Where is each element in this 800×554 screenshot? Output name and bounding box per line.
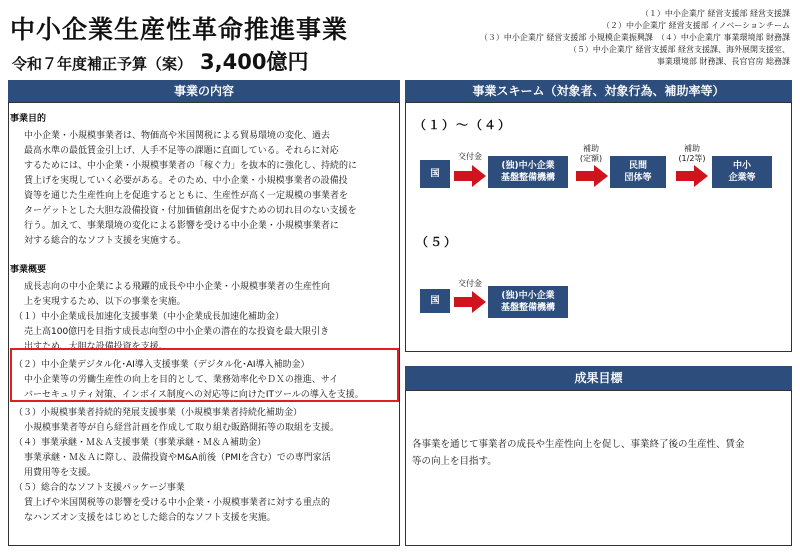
- flow-node-smrj: [488, 286, 568, 318]
- item-heading: （５）総合的なソフト支援パッケージ事業: [14, 483, 185, 493]
- flow-arrow-icon: [454, 291, 486, 313]
- department-list: [480, 8, 790, 68]
- goal-panel-header: 成果目標: [405, 366, 792, 390]
- overview-item-5: [10, 481, 396, 526]
- flow-node-private-line: 団体等: [624, 173, 652, 183]
- purpose-line: するためには、中小企業・小規模事業者の「稼ぐ力」を抜本的に強化し、持続的に: [24, 161, 358, 171]
- overview-item-1: [10, 310, 396, 355]
- department-line: （２）中小企業庁 経営支援部 イノベーションチーム: [602, 21, 790, 30]
- flow-arrow-icon: [576, 165, 608, 187]
- goal-text: [412, 436, 784, 470]
- flow-arrow-icon: [676, 165, 708, 187]
- goal-line: 各事業を通じて事業者の成長や生産性向上を促し、事業終了後の生産性、賃金: [412, 439, 745, 450]
- item-line: 出すため、大胆な設備投資を支援。: [24, 342, 168, 352]
- purpose-line: 賃上げを実現していく必要がある。そのため、中小企業・小規模事業者の設備投: [24, 176, 348, 186]
- flow-arrow-label: [672, 144, 712, 164]
- purpose-text: [10, 129, 396, 249]
- flow-arrow-label-line: (定額): [579, 154, 603, 163]
- scheme-label-5: （５）: [416, 235, 459, 249]
- item-heading: （４）事業承継・Ｍ＆Ａ支援事業（事業承継・Ｍ＆Ａ補助金）: [14, 438, 267, 448]
- flow-node-smrj-line: 基盤整備機構: [500, 173, 555, 183]
- item-line: なハンズオン支援をはじめとした総合的なソフト支援を実施。: [24, 513, 276, 523]
- item-line: 賃上げや米国関税等の影響を受ける中小企業・小規模事業者に対する重点的: [24, 498, 331, 508]
- purpose-line: ターゲットとした大胆な設備投資・付加価値創出を促すための切れ目のない支援を: [24, 206, 357, 216]
- flow-arrow-label-line: (1/2等): [678, 154, 706, 163]
- overview-line: 成長志向の中小企業による飛躍的成長や中小企業・小規模事業者の生産性向: [24, 282, 331, 292]
- department-line: （１）中小企業庁 経営支援部 経営支援課: [640, 9, 790, 18]
- department-line: 事業環境部 財務課、長官官房 総務課: [656, 57, 790, 66]
- flow-node-private-line: 民間: [628, 161, 647, 171]
- flow-arrow-label: [574, 144, 608, 164]
- flow-arrow-label-line: 補助: [583, 144, 599, 153]
- goal-line: 等の向上を目指す。: [412, 456, 497, 467]
- overview-heading: 事業概要: [10, 265, 47, 275]
- flow-node-country: 国: [420, 160, 450, 188]
- budget-amount: 3,400億円: [200, 50, 309, 74]
- item-heading: （３）小規模事業者持続的発展支援事業（小規模事業者持続化補助金）: [14, 408, 303, 418]
- scheme-panel: [405, 102, 792, 352]
- content-panel-header: 事業の内容: [8, 80, 400, 102]
- purpose-line: 資等を通じた生産性向上を促進するとともに、生産性が高く一定規模の事業者を: [24, 191, 349, 201]
- purpose-line: 最高水準の最低賃金引上げ、人手不足等の課題に直面している。それらに対応: [24, 146, 339, 156]
- flow-arrow-label-line: 補助: [684, 144, 700, 153]
- flow-node-private: [610, 156, 666, 188]
- flow-node-smrj: [488, 156, 568, 188]
- item-line: 中小企業等の労働生産性の向上を目的として、業務効率化やＤＸの推進、サイ: [24, 375, 339, 385]
- flow-node-smrj-line: (独)中小企業: [501, 161, 555, 171]
- purpose-line: 行う。加えて、事業環境の変化による影響を受ける中小企業・小規模事業者に: [24, 221, 339, 231]
- overview-item-3: [10, 406, 396, 436]
- budget-subtitle: [12, 46, 308, 76]
- page-title: 中小企業生産性革命推進事業: [10, 15, 349, 44]
- content-body: [10, 112, 396, 526]
- budget-label: 令和７年度補正予算（案）: [12, 55, 193, 73]
- item-heading: （１）中小企業成長加速化支援事業（中小企業成長加速化補助金）: [14, 312, 285, 322]
- item-line: バーセキュリティ対策、インボイス制度への対応等に向けたITツールの導入を支援。: [24, 390, 364, 400]
- overview-text: [10, 280, 396, 310]
- purpose-heading: 事業目的: [10, 114, 47, 124]
- item-line: 小規模事業者等が自ら経営計画を作成して取り組む販路開拓等の取組を支援。: [24, 423, 340, 433]
- flow-node-sme-line: 中小: [732, 161, 751, 171]
- department-line: （５）中小企業庁 経営支援部 経営支援課、海外展開支援室、: [568, 45, 790, 54]
- scheme-label-1-4: （１）～（４）: [414, 118, 513, 132]
- item-line: 売上高100億円を目指す成長志向型の中小企業の潜在的な投資を最大限引き: [24, 327, 330, 337]
- flow-arrow-icon: [454, 165, 486, 187]
- overview-item-2: [10, 358, 396, 403]
- item-line: 事業承継・Ｍ＆Ａに際し、設備投資やM&A前後（PMIを含む）での専門家活: [24, 453, 331, 463]
- purpose-line: 対する総合的なソフト支援を実施する。: [24, 236, 187, 246]
- overview-item-4: [10, 436, 396, 481]
- flow-node-sme: [712, 156, 772, 188]
- flow-arrow-label: 交付金: [458, 279, 482, 288]
- flow-node-sme-line: 企業等: [728, 173, 756, 183]
- department-line: （３）中小企業庁 経営支援部 小規模企業振興課 （４）中小企業庁 事業環境部 財務課: [479, 33, 790, 42]
- flow-node-smrj-line: 基盤整備機構: [500, 303, 555, 313]
- item-line: 用費用等を支援。: [24, 468, 97, 478]
- item-heading: （２）中小企業デジタル化･AI導入支援事業（デジタル化･AI導入補助金）: [14, 360, 310, 370]
- purpose-line: 中小企業・小規模事業者は、物価高や米国関税による貿易環境の変化、過去: [24, 131, 331, 141]
- flow-arrow-label: 交付金: [458, 152, 482, 161]
- flow-node-smrj-line: (独)中小企業: [501, 291, 555, 301]
- overview-line: 上を実現するため、以下の事業を実施。: [24, 297, 186, 307]
- scheme-panel-header: 事業スキーム（対象者、対象行為、補助率等）: [405, 80, 792, 102]
- flow-node-country: 国: [420, 289, 450, 313]
